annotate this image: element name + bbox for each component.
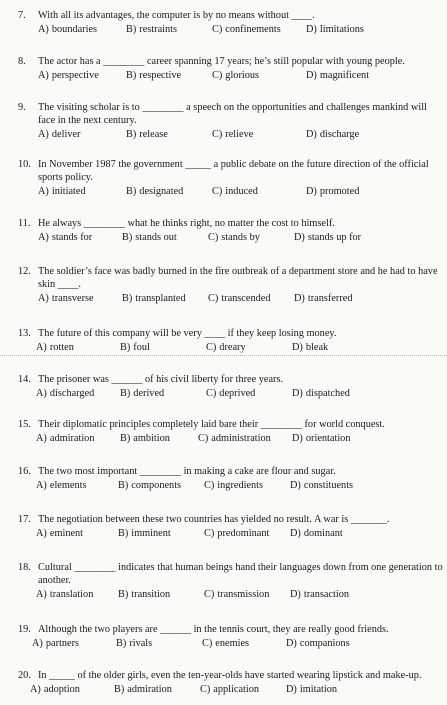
option-b[interactable]: B) derived <box>120 388 165 399</box>
question-15 <box>18 418 444 445</box>
option-c[interactable]: C) induced <box>212 186 258 197</box>
option-d[interactable]: D) limitations <box>306 24 364 35</box>
option-b[interactable]: B) foul <box>120 342 150 353</box>
option-b[interactable]: B) respective <box>126 70 182 81</box>
question-number: 15. <box>18 419 31 430</box>
question-text: In _____ of the older girls, even the ten-year-olds have started wearing lipstick and make-up. <box>38 670 422 681</box>
options-row <box>18 231 444 244</box>
question-text: The visiting scholar is to ________ a speech on the opportunities and challenges mankind will face in the next century. <box>38 102 427 126</box>
options-row <box>18 185 444 198</box>
question-stem <box>18 561 444 587</box>
question-text: The actor has a ________ career spanning 17 years; he’s still popular with young people. <box>38 56 405 67</box>
option-b[interactable]: B) components <box>118 480 182 491</box>
question-number: 18. <box>18 562 31 573</box>
option-b[interactable]: B) transition <box>118 589 171 600</box>
question-stem <box>18 513 444 526</box>
question-17 <box>18 513 444 540</box>
option-b[interactable]: B) restraints <box>126 24 178 35</box>
option-c[interactable]: C) enemies <box>202 638 250 649</box>
option-d[interactable]: D) constituents <box>290 480 354 491</box>
question-number: 10. <box>18 159 31 170</box>
question-stem <box>18 373 444 386</box>
question-text: Cultural ________ indicates that human beings hand their languages down from one generation to another. <box>38 562 443 586</box>
option-d[interactable]: D) bleak <box>292 342 329 353</box>
option-a[interactable]: A) discharged <box>36 388 95 399</box>
option-c[interactable]: C) administration <box>198 433 271 444</box>
option-c[interactable]: C) glorious <box>212 70 260 81</box>
options-row <box>18 527 444 540</box>
option-c[interactable]: C) predominant <box>204 528 270 539</box>
question-number: 11. <box>18 218 31 229</box>
option-c[interactable]: C) transmission <box>204 589 270 600</box>
question-stem <box>18 265 444 291</box>
question-text: In November 1987 the government _____ a public debate on the future direction of the official sports policy. <box>38 159 429 183</box>
option-a[interactable]: A) adoption <box>30 684 80 695</box>
option-d[interactable]: D) orientation <box>292 433 351 444</box>
question-number: 8. <box>18 56 26 67</box>
options-row <box>18 479 444 492</box>
option-b[interactable]: B) release <box>126 129 168 140</box>
question-7 <box>18 9 444 36</box>
question-text: Although the two players are ______ in the tennis court, they are really good friends. <box>38 624 389 635</box>
option-c[interactable]: C) relieve <box>212 129 254 140</box>
option-a[interactable]: A) boundaries <box>38 24 98 35</box>
option-d[interactable]: D) dominant <box>290 528 343 539</box>
question-13 <box>18 327 444 354</box>
option-d[interactable]: D) transferred <box>294 293 353 304</box>
options-row <box>18 128 444 141</box>
question-stem <box>18 158 444 184</box>
option-b[interactable]: B) transplanted <box>122 293 186 304</box>
option-d[interactable]: D) promoted <box>306 186 360 197</box>
question-number: 16. <box>18 466 31 477</box>
option-b[interactable]: B) imminent <box>118 528 171 539</box>
question-text: With all its advantages, the computer is by no means without ____. <box>38 10 315 21</box>
question-12 <box>18 265 444 305</box>
question-number: 20. <box>18 670 31 681</box>
option-d[interactable]: D) magnificent <box>306 70 370 81</box>
question-stem <box>18 465 444 478</box>
options-row <box>18 683 444 696</box>
scan-dotted-line <box>0 355 447 356</box>
question-text: Their diplomatic principles completely laid bare their ________ for world conquest. <box>38 419 385 430</box>
options-row <box>18 341 444 354</box>
question-stem <box>18 101 444 127</box>
option-a[interactable]: A) admiration <box>36 433 95 444</box>
question-number: 17. <box>18 514 31 525</box>
options-row <box>18 69 444 82</box>
question-text: The negotiation between these two countries has yielded no result. A war is _______. <box>38 514 390 525</box>
question-14 <box>18 373 444 400</box>
options-row <box>18 387 444 400</box>
question-text: He always ________ what he thinks right, no matter the cost to himself. <box>38 218 335 229</box>
question-stem <box>18 623 444 636</box>
question-8 <box>18 55 444 82</box>
question-10 <box>18 158 444 198</box>
option-b[interactable]: B) admiration <box>114 684 172 695</box>
option-a[interactable]: A) rotten <box>36 342 74 353</box>
question-stem <box>18 418 444 431</box>
question-text: The soldier’s face was badly burned in the fire outbreak of a department store and he had to have skin ____. <box>38 266 438 290</box>
option-c[interactable]: C) stands by <box>208 232 260 243</box>
option-d[interactable]: D) discharge <box>306 129 360 140</box>
question-text: The future of this company will be very ____ if they keep losing money. <box>38 328 337 339</box>
option-d[interactable]: D) companions <box>286 638 350 649</box>
options-row <box>18 637 444 650</box>
option-d[interactable]: D) imitation <box>286 684 338 695</box>
option-c[interactable]: C) confinements <box>212 24 281 35</box>
option-a[interactable]: A) deliver <box>38 129 81 140</box>
option-b[interactable]: B) rivals <box>116 638 153 649</box>
question-stem <box>18 217 444 230</box>
option-a[interactable]: A) translation <box>36 589 94 600</box>
question-text: The prisoner was ______ of his civil liberty for three years. <box>38 374 284 385</box>
option-a[interactable]: A) transverse <box>38 293 94 304</box>
question-stem <box>18 9 444 22</box>
question-stem <box>18 55 444 68</box>
question-number: 14. <box>18 374 31 385</box>
question-number: 12. <box>18 266 31 277</box>
question-18 <box>18 561 444 601</box>
option-c[interactable]: C) ingredients <box>204 480 264 491</box>
option-a[interactable]: A) elements <box>36 480 87 491</box>
options-row <box>18 432 444 445</box>
options-row <box>18 588 444 601</box>
question-19 <box>18 623 444 650</box>
question-number: 19. <box>18 624 31 635</box>
option-a[interactable]: A) initiated <box>38 186 86 197</box>
option-a[interactable]: A) partners <box>32 638 80 649</box>
option-d[interactable]: D) stands up for <box>294 232 362 243</box>
question-16 <box>18 465 444 492</box>
option-a[interactable]: A) stands for <box>38 232 93 243</box>
question-number: 13. <box>18 328 31 339</box>
option-c[interactable]: C) dreary <box>206 342 246 353</box>
option-a[interactable]: A) eminent <box>36 528 84 539</box>
option-a[interactable]: A) perspective <box>38 70 99 81</box>
options-row <box>18 292 444 305</box>
option-b[interactable]: B) stands out <box>122 232 177 243</box>
question-number: 9. <box>18 102 26 113</box>
option-d[interactable]: D) dispatched <box>292 388 350 399</box>
question-stem <box>18 669 444 682</box>
options-row <box>18 23 444 36</box>
question-20 <box>18 669 444 696</box>
option-c[interactable]: C) application <box>200 684 260 695</box>
question-text: The two most important ________ in making a cake are flour and sugar. <box>38 466 336 477</box>
option-c[interactable]: C) deprived <box>206 388 256 399</box>
option-b[interactable]: B) ambition <box>120 433 170 444</box>
question-9 <box>18 101 444 141</box>
option-b[interactable]: B) designated <box>126 186 184 197</box>
question-stem <box>18 327 444 340</box>
question-number: 7. <box>18 10 26 21</box>
option-d[interactable]: D) transaction <box>290 589 350 600</box>
question-11 <box>18 217 444 244</box>
option-c[interactable]: C) transcended <box>208 293 271 304</box>
